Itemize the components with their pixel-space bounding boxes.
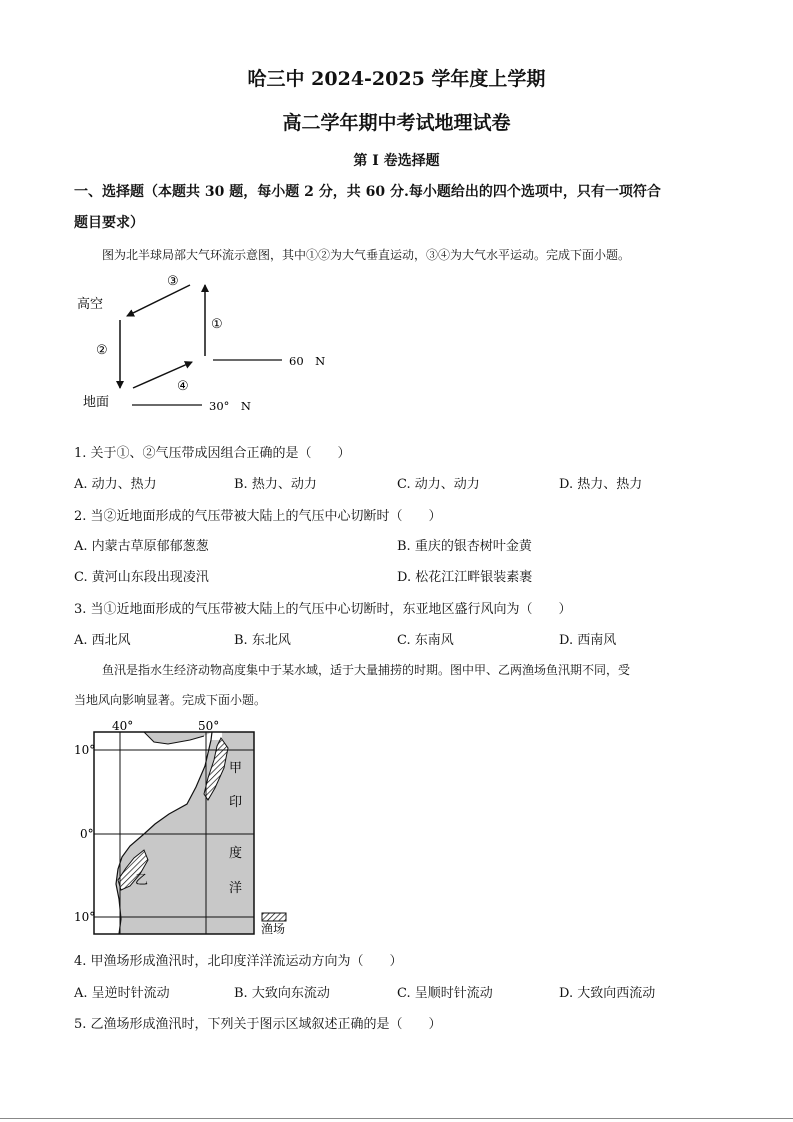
label-du: 度 [229, 846, 243, 861]
q4-option-a[interactable]: A. 呈逆时针流动 [74, 986, 170, 1001]
num-1: ① [211, 317, 223, 332]
circulation-diagram [70, 268, 360, 418]
num-2: ② [96, 343, 108, 358]
q1-option-c[interactable]: C. 动力、动力 [397, 477, 480, 492]
legend-label: 渔场 [261, 922, 286, 936]
num-3: ③ [167, 274, 179, 289]
q4-option-b[interactable]: B. 大致向东流动 [234, 986, 330, 1001]
q1-option-d[interactable]: D. 热力、热力 [559, 477, 643, 492]
arrow-3 [127, 285, 190, 316]
q2-option-d[interactable]: D. 松花江江畔银装素裹 [397, 570, 533, 585]
q1-option-a[interactable]: A. 动力、热力 [74, 477, 157, 492]
label-ground: 地面 [83, 395, 110, 410]
label-lon50: 50° [198, 719, 220, 733]
num-4: ④ [177, 379, 189, 394]
label-lat10s: 10° [74, 910, 96, 924]
label-yi: 乙 [135, 873, 149, 888]
question-2-stem: 2. 当②近地面形成的气压带被大陆上的气压中心切断时（ ） [74, 509, 442, 524]
indian-ocean-map [72, 714, 302, 936]
q3-option-d[interactable]: D. 西南风 [559, 633, 617, 648]
q2-option-b[interactable]: B. 重庆的银杏树叶金黄 [397, 539, 532, 554]
label-yin: 印 [229, 795, 243, 810]
section-heading-line1: 一、选择题（本题共 30 题，每小题 2 分，共 60 分.每小题给出的四个选项中，只有一项符合 [74, 184, 661, 200]
label-high: 高空 [77, 297, 104, 312]
q2-option-a[interactable]: A. 内蒙古草原郁郁葱葱 [74, 539, 209, 554]
label-yang: 洋 [229, 881, 243, 896]
label-jia: 甲 [229, 761, 243, 776]
volume-heading: 第 I 卷选择题 [353, 153, 440, 169]
question-5-stem: 5. 乙渔场形成渔汛时，下列关于图示区域叙述正确的是（ ） [74, 1017, 442, 1032]
question-3-stem: 3. 当①近地面形成的气压带被大陆上的气压中心切断时，东亚地区盛行风向为（ ） [74, 602, 572, 617]
question-1-stem: 1. 关于①、②气压带成因组合正确的是（ ） [74, 446, 351, 461]
q3-option-b[interactable]: B. 东北风 [234, 633, 291, 648]
q3-option-a[interactable]: A. 西北风 [74, 633, 131, 648]
q4-option-d[interactable]: D. 大致向西流动 [559, 986, 656, 1001]
material-2-line1: 鱼汛是指水生经济动物高度集中于某水域，适于大量捕捞的时期。图中甲、乙两渔场鱼汛期不同，受 [102, 663, 631, 677]
legend-swatch [262, 913, 286, 921]
section-heading-line2: 题目要求） [74, 215, 144, 231]
page-bottom-rule [0, 1118, 793, 1119]
q3-option-c[interactable]: C. 东南风 [397, 633, 454, 648]
label-lat0: 0° [80, 827, 94, 841]
material-2-line2: 当地风向影响显著。完成下面小题。 [74, 693, 267, 707]
exam-title: 哈三中 2024-2025 学年度上学期 [247, 68, 546, 90]
label-lat30: 30° N [209, 399, 251, 413]
q4-option-c[interactable]: C. 呈顺时针流动 [397, 986, 493, 1001]
label-lon40: 40° [112, 719, 134, 733]
q2-option-c[interactable]: C. 黄河山东段出现凌汛 [74, 570, 209, 585]
label-lat10n: 10° [74, 743, 96, 757]
exam-subtitle: 高二学年期中考试地理试卷 [282, 112, 511, 134]
label-lat60: 60 N [289, 354, 326, 368]
question-4-stem: 4. 甲渔场形成渔汛时，北印度洋洋流运动方向为（ ） [74, 954, 403, 969]
material-1: 图为北半球局部大气环流示意图，其中①②为大气垂直运动，③④为大气水平运动。完成下面小题。 [102, 248, 631, 262]
q1-option-b[interactable]: B. 热力、动力 [234, 477, 317, 492]
